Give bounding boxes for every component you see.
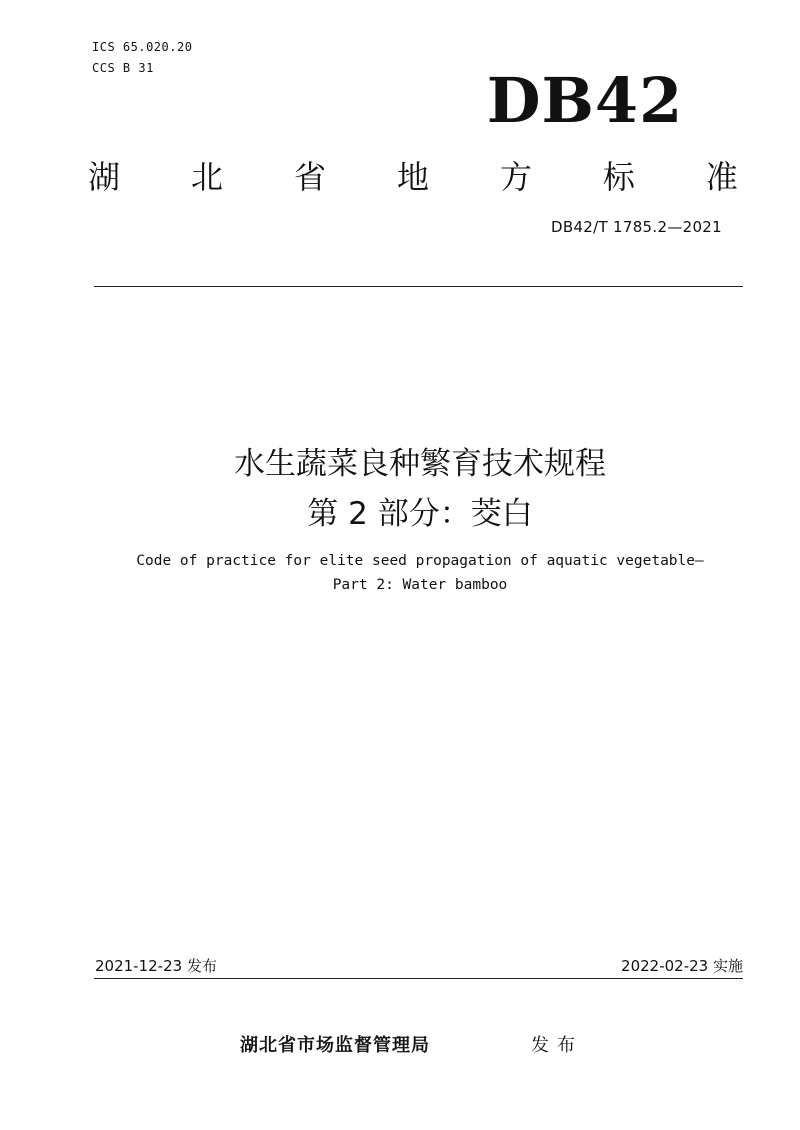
title-english-part: Part 2: Water bamboo (332, 577, 508, 593)
standard-type-char: 北 (190, 158, 223, 196)
issue-date: 2021-12-23 发布 (95, 957, 217, 975)
standard-mark: DB42 (486, 64, 684, 137)
ics-code: ICS 65.020.20 (92, 40, 193, 54)
standard-type-char: 省 (293, 158, 326, 196)
top-divider (94, 286, 743, 287)
implementation-date: 2022-02-23 实施 (621, 957, 743, 975)
title-chinese-part: 第 2 部分：茭白 (307, 496, 533, 532)
standard-number: DB42/T 1785.2—2021 (551, 218, 722, 236)
bottom-divider (94, 978, 743, 979)
standard-type-char: 湖 (88, 158, 121, 196)
standard-type-heading (88, 152, 738, 198)
standard-type-char: 地 (396, 158, 429, 196)
publish-label: 发布 (531, 1035, 583, 1056)
standard-type-char: 方 (499, 158, 532, 196)
publisher-name: 湖北省市场监督管理局 (240, 1035, 430, 1056)
title-english-main: Code of practice for elite seed propagation of aquatic vegetable— (136, 553, 704, 569)
standard-type-char: 准 (705, 158, 738, 196)
ccs-code: CCS B 31 (92, 61, 154, 75)
standard-type-char: 标 (602, 158, 635, 196)
title-chinese-main: 水生蔬菜良种繁育技术规程 (234, 446, 606, 482)
